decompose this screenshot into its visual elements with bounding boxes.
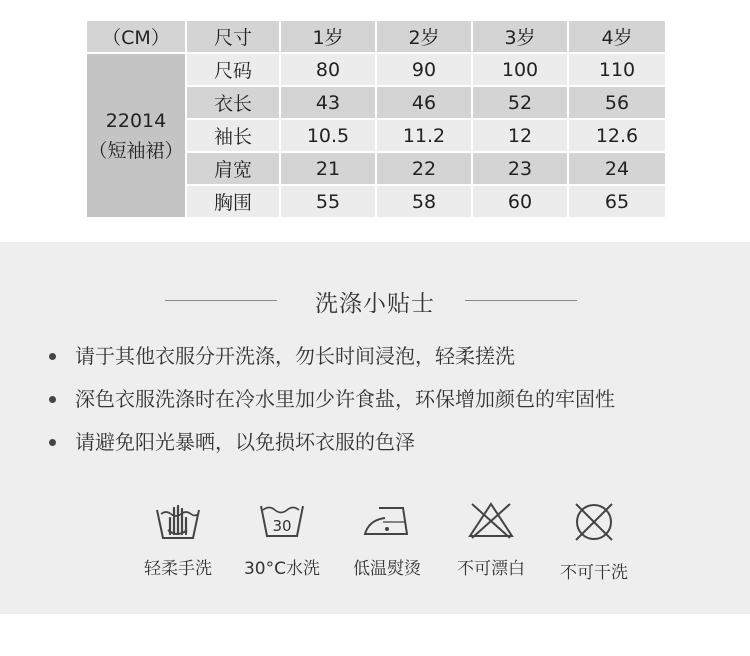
row-label: 袖长 (186, 119, 280, 152)
size-table-header (86, 20, 666, 53)
model-name: （短袖裙） (88, 139, 184, 162)
icon-label: 轻柔手洗 (144, 559, 212, 579)
row-label: 肩宽 (186, 152, 280, 185)
header-age-4: 4岁 (568, 20, 666, 53)
no-bleach-icon (466, 500, 516, 542)
icon-label: 不可漂白 (457, 559, 525, 579)
row-label: 衣长 (186, 86, 280, 119)
cell-value: 80 (280, 53, 376, 86)
header-size: 尺寸 (186, 20, 280, 53)
bullet-icon (49, 353, 56, 360)
hand-wash-icon (153, 500, 203, 542)
size-table (85, 19, 667, 219)
care-icon-item (436, 500, 546, 579)
tip-text: 请于其他衣服分开洗涤，勿长时间浸泡，轻柔搓洗 (75, 344, 515, 368)
table-row (86, 53, 666, 86)
cell-value: 10.5 (280, 119, 376, 152)
row-label: 胸围 (186, 185, 280, 218)
cell-value: 100 (472, 53, 568, 86)
cell-value: 110 (568, 53, 666, 86)
header-age-1: 1岁 (280, 20, 376, 53)
cell-value: 90 (376, 53, 472, 86)
row-label: 尺码 (186, 53, 280, 86)
cell-value: 43 (280, 86, 376, 119)
list-item (48, 342, 615, 385)
care-icons-row (0, 500, 750, 583)
cell-value: 52 (472, 86, 568, 119)
care-title: 洗涤小贴士 (315, 291, 435, 317)
tip-text: 深色衣服洗涤时在冷水里加少许食盐，环保增加颜色的牢固性 (75, 387, 615, 411)
header-age-2: 2岁 (376, 20, 472, 53)
care-section (0, 242, 750, 614)
cell-value: 23 (472, 152, 568, 185)
model-code: 22014 (105, 109, 167, 132)
icon-label: 30°C水洗 (243, 559, 320, 579)
cell-value: 46 (376, 86, 472, 119)
bullet-icon (49, 396, 56, 403)
cell-value: 56 (568, 86, 666, 119)
care-icon-item (332, 500, 442, 579)
care-icon-item (227, 500, 337, 579)
list-item (48, 428, 615, 471)
list-item (48, 385, 615, 428)
icon-label: 低温熨烫 (353, 559, 421, 579)
cell-value: 55 (280, 185, 376, 218)
care-icon-item (539, 500, 649, 583)
cell-value: 12 (472, 119, 568, 152)
care-icon-item (123, 500, 233, 579)
no-dry-clean-icon (569, 500, 619, 546)
title-divider-right (465, 300, 577, 301)
cell-value: 21 (280, 152, 376, 185)
icon-label: 不可干洗 (560, 563, 628, 583)
cell-value: 12.6 (568, 119, 666, 152)
cell-value: 60 (472, 185, 568, 218)
svg-text:30: 30 (272, 517, 292, 535)
cell-value: 22 (376, 152, 472, 185)
cell-value: 58 (376, 185, 472, 218)
header-age-3: 3岁 (472, 20, 568, 53)
cell-value: 11.2 (376, 119, 472, 152)
wash-30-icon (257, 500, 307, 542)
cell-value: 65 (568, 185, 666, 218)
bullet-icon (49, 439, 56, 446)
header-unit: （CM） (86, 20, 186, 53)
tip-text: 请避免阳光暴晒，以免损坏衣服的色泽 (75, 430, 415, 454)
care-tips-list (48, 342, 615, 471)
low-iron-icon (361, 500, 413, 542)
cell-value: 24 (568, 152, 666, 185)
model-cell (86, 53, 186, 218)
care-title-row (0, 285, 750, 315)
